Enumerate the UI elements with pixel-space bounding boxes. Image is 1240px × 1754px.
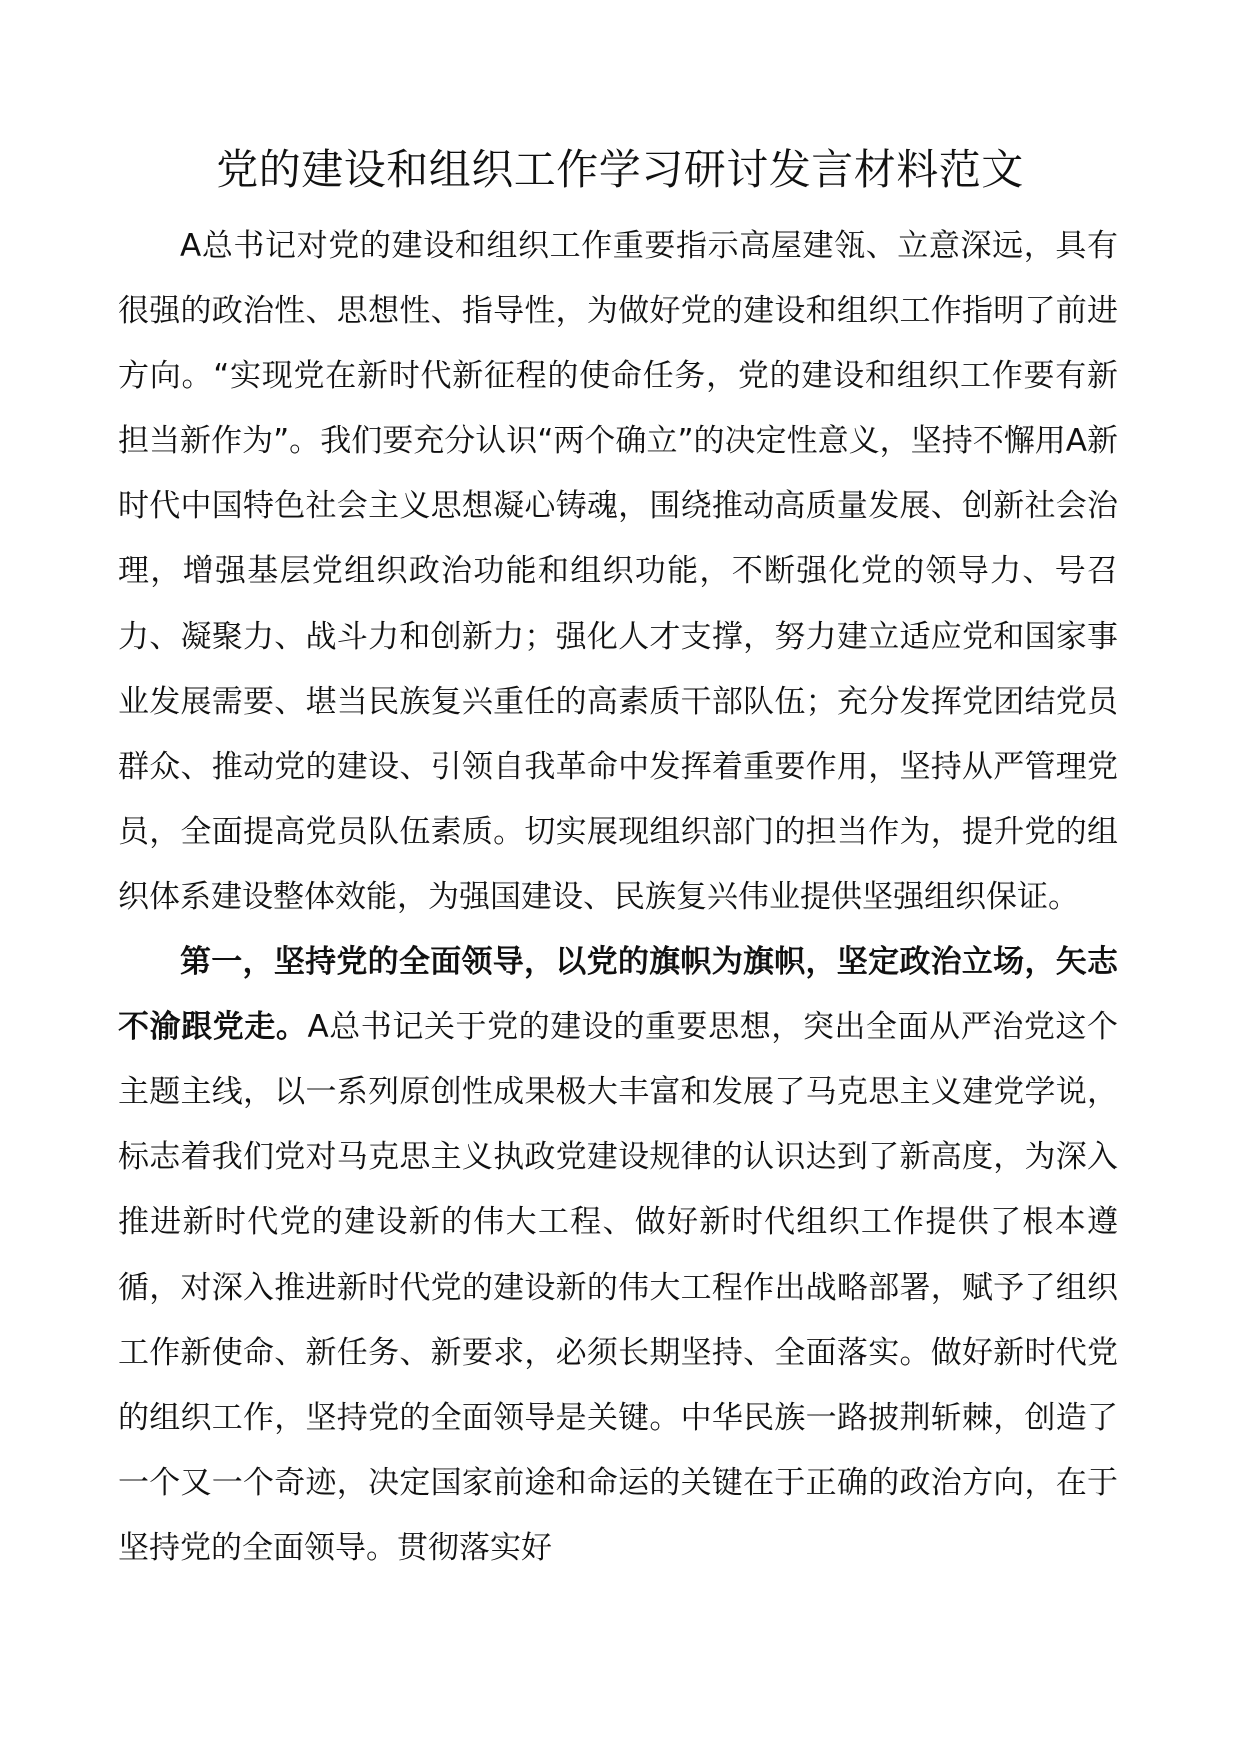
section-one-text: A总书记关于党的建设的重要思想，突出全面从严治党这个主题主线，以一系列原创性成果极大丰富和发展了马克思主义建党学说，标志着我们党对马克思主义执政党建设规律的认识达到了新高度，为深入推进新时代党的建设新的伟大工程、做好新时代组织工作提供了根本遵循，对深入推进新时代党的建设新的伟大工程作出战略部署，赋予了组织工作新使命、新任务、新要求，必须长期坚持、全面落实。做好新时代党的组织工作，坚持党的全面领导是关键。中华民族一路披荆斩棘，创造了一个又一个奇迹，决定国家前途和命运的关键在于正确的政治方向，在于坚持党的全面领导。贯彻落实好 xyxy=(118,1009,1118,1566)
section-one-heading: 第一，坚持党的全面领导，以党的旗帜为旗帜，坚定政治立场，矢志不渝跟党走。 xyxy=(118,944,1118,1046)
paragraph-section-one xyxy=(118,930,1118,1581)
paragraph-intro-text: A总书记对党的建设和组织工作重要指示高屋建瓴、立意深远，具有很强的政治性、思想性、指导性，为做好党的建设和组织工作指明了前进方向。“实现党在新时代新征程的使命任务，党的建设和组织工作要有新担当新作为”。我们要充分认识“两个确立”的决定性意义，坚持不懈用A新时代中国特色社会主义思想凝心铸魂，围绕推动高质量发展、创新社会治理，增强基层党组织政治功能和组织功能，不断强化党的领导力、号召力、凝聚力、战斗力和创新力；强化人才支撑，努力建立适应党和国家事业发展需要、堪当民族复兴重任的高素质干部队伍；充分发挥党团结党员群众、推动党的建设、引领自我革命中发挥着重要作用，坚持从严管理党员，全面提高党员队伍素质。切实展现组织部门的担当作为，提升党的组织体系建设整体效能，为强国建设、民族复兴伟业提供坚强组织保证。 xyxy=(118,228,1118,915)
document-body xyxy=(118,214,1118,1581)
paragraph-intro xyxy=(118,214,1118,930)
document-title: 党的建设和组织工作学习研讨发言材料范文 xyxy=(216,145,1024,194)
